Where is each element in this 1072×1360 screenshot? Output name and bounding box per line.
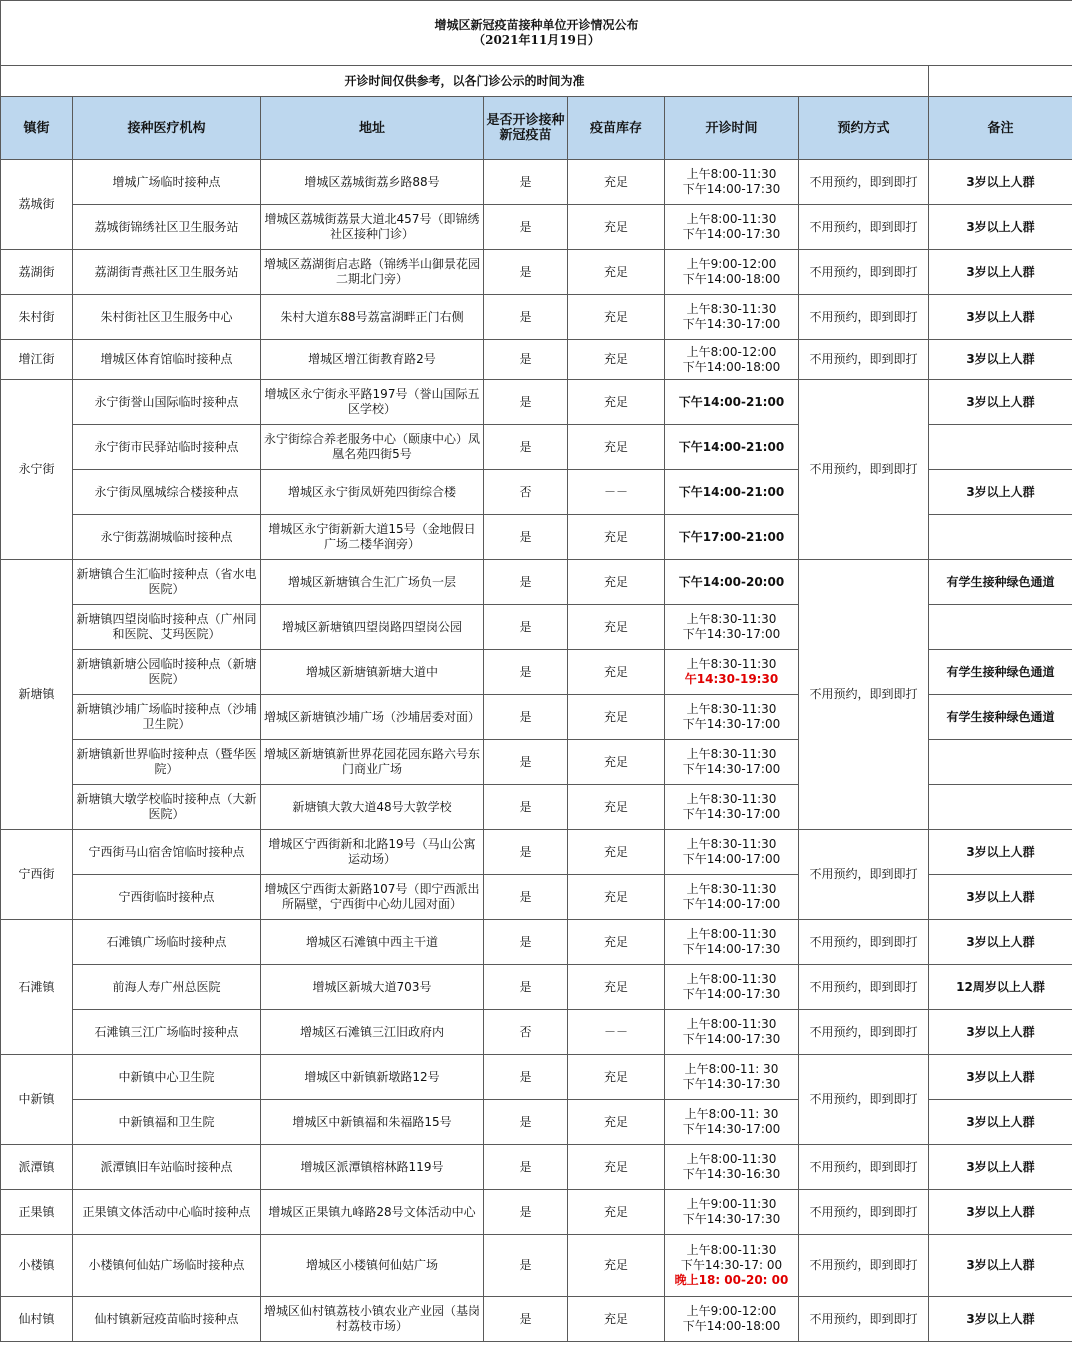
open-cell: 是 (484, 425, 568, 470)
remark-cell: 3岁以上人群 (929, 830, 1072, 875)
institution-cell: 增城广场临时接种点 (73, 160, 261, 205)
institution-cell: 永宁街凤凰城综合楼接种点 (73, 470, 261, 515)
hours-cell: 上午8:00-12:00 下午14:00-18:00 (665, 340, 799, 380)
stock-cell: 充足 (568, 695, 665, 740)
table-row (1, 1235, 1072, 1297)
hours-cell: 上午8:00-11:30 下午14:00-17:30 (665, 920, 799, 965)
institution-cell: 宁西街临时接种点 (73, 875, 261, 920)
notice-text: 开诊时间仅供参考，以各门诊公示的时间为准 (1, 66, 929, 97)
stock-cell: 充足 (568, 160, 665, 205)
stock-cell: 充足 (568, 1190, 665, 1235)
institution-cell: 前海人寿广州总医院 (73, 965, 261, 1010)
remark-cell (929, 425, 1072, 470)
page-title (1, 1, 1072, 66)
remark-cell: 3岁以上人群 (929, 1297, 1072, 1342)
booking-cell: 不用预约，即到即打 (799, 1055, 929, 1145)
remark-cell (929, 740, 1072, 785)
booking-cell: 不用预约，即到即打 (799, 560, 929, 830)
stock-cell: 充足 (568, 425, 665, 470)
remark-cell: 3岁以上人群 (929, 1100, 1072, 1145)
stock-cell: 充足 (568, 380, 665, 425)
hours-cell: 下午14:00-21:00 (665, 425, 799, 470)
institution-cell: 新塘镇合生汇临时接种点（省水电医院） (73, 560, 261, 605)
address-cell: 朱村大道东88号荔富湖畔正门右侧 (261, 295, 484, 340)
header-open: 是否开诊接种新冠疫苗 (484, 97, 568, 160)
remark-cell: 3岁以上人群 (929, 340, 1072, 380)
open-cell: 是 (484, 295, 568, 340)
booking-cell: 不用预约，即到即打 (799, 1297, 929, 1342)
town-cell: 永宁街 (1, 380, 73, 560)
remark-cell: 3岁以上人群 (929, 160, 1072, 205)
table-row (1, 560, 1072, 605)
stock-cell: －－ (568, 1010, 665, 1055)
institution-cell: 石滩镇三江广场临时接种点 (73, 1010, 261, 1055)
header-hours: 开诊时间 (665, 97, 799, 160)
address-cell: 增城区增江街教育路2号 (261, 340, 484, 380)
table-row (1, 1055, 1072, 1100)
open-cell: 是 (484, 340, 568, 380)
stock-cell: 充足 (568, 250, 665, 295)
open-cell: 是 (484, 160, 568, 205)
open-cell: 是 (484, 695, 568, 740)
institution-cell: 中新镇福和卫生院 (73, 1100, 261, 1145)
remark-cell: 12周岁以上人群 (929, 965, 1072, 1010)
institution-cell: 永宁街荔湖城临时接种点 (73, 515, 261, 560)
institution-cell: 新塘镇大墩学校临时接种点（大新医院） (73, 785, 261, 830)
address-cell: 增城区新塘镇合生汇广场负一层 (261, 560, 484, 605)
address-cell: 增城区荔城街荔景大道北457号（即锦绣社区接种门诊） (261, 205, 484, 250)
booking-cell: 不用预约，即到即打 (799, 1145, 929, 1190)
stock-cell: 充足 (568, 205, 665, 250)
stock-cell: 充足 (568, 920, 665, 965)
stock-cell: 充足 (568, 785, 665, 830)
open-cell: 是 (484, 1190, 568, 1235)
hours-cell: 上午8:30-11:30 下午14:30-17:00 (665, 785, 799, 830)
institution-cell: 永宁街誉山国际临时接种点 (73, 380, 261, 425)
open-cell: 是 (484, 785, 568, 830)
town-cell: 增江街 (1, 340, 73, 380)
table-row (1, 205, 1072, 250)
hours-cell: 上午9:00-12:00 下午14:00-18:00 (665, 1297, 799, 1342)
booking-cell: 不用预约，即到即打 (799, 1235, 929, 1297)
remark-cell: 有学生接种绿色通道 (929, 560, 1072, 605)
stock-cell: 充足 (568, 1297, 665, 1342)
institution-cell: 仙村镇新冠疫苗临时接种点 (73, 1297, 261, 1342)
hours-cell: 上午8:30-11:30 下午14:30-17:00 (665, 605, 799, 650)
address-cell: 增城区新塘镇新世界花园花园东路六号东门商业广场 (261, 740, 484, 785)
hours-cell: 上午8:30-11:30 下午14:30-17:00 (665, 740, 799, 785)
open-cell: 是 (484, 920, 568, 965)
town-cell: 荔城街 (1, 160, 73, 250)
open-cell: 是 (484, 1055, 568, 1100)
header-remark: 备注 (929, 97, 1072, 160)
table-row (1, 160, 1072, 205)
table-row (1, 1010, 1072, 1055)
remark-cell: 3岁以上人群 (929, 250, 1072, 295)
stock-cell: 充足 (568, 340, 665, 380)
stock-cell: 充足 (568, 740, 665, 785)
booking-cell: 不用预约，即到即打 (799, 250, 929, 295)
booking-cell: 不用预约，即到即打 (799, 380, 929, 560)
hours-cell: 上午8:00-11:30 下午14:00-17:30 (665, 160, 799, 205)
institution-cell: 新塘镇新世界临时接种点（暨华医院） (73, 740, 261, 785)
town-cell: 荔湖街 (1, 250, 73, 295)
header-row (1, 97, 1072, 160)
booking-cell: 不用预约，即到即打 (799, 830, 929, 920)
open-cell: 是 (484, 1235, 568, 1297)
booking-cell: 不用预约，即到即打 (799, 965, 929, 1010)
open-cell: 是 (484, 1100, 568, 1145)
address-cell: 增城区新塘镇四望岗路四望岗公园 (261, 605, 484, 650)
remark-cell: 3岁以上人群 (929, 875, 1072, 920)
table-row (1, 1145, 1072, 1190)
stock-cell: 充足 (568, 965, 665, 1010)
booking-cell: 不用预约，即到即打 (799, 340, 929, 380)
open-cell: 是 (484, 605, 568, 650)
address-cell: 新塘镇大敦大道48号大敦学校 (261, 785, 484, 830)
table-row (1, 340, 1072, 380)
address-cell: 增城区中新镇福和朱福路15号 (261, 1100, 484, 1145)
stock-cell: －－ (568, 470, 665, 515)
stock-cell: 充足 (568, 1145, 665, 1190)
stock-cell: 充足 (568, 650, 665, 695)
address-cell: 增城区永宁街新新大道15号（金地假日广场二楼华润旁） (261, 515, 484, 560)
table-row (1, 1297, 1072, 1342)
address-cell: 增城区宁西街太新路107号（即宁西派出所隔壁，宁西街中心幼儿园对面） (261, 875, 484, 920)
header-stock: 疫苗库存 (568, 97, 665, 160)
hours-cell: 上午8:30-11:30 下午14:30-17:00 (665, 295, 799, 340)
remark-cell: 3岁以上人群 (929, 1055, 1072, 1100)
open-cell: 是 (484, 740, 568, 785)
institution-cell: 正果镇文体活动中心临时接种点 (73, 1190, 261, 1235)
hours-cell: 上午9:00-12:00 下午14:00-18:00 (665, 250, 799, 295)
remark-cell: 3岁以上人群 (929, 295, 1072, 340)
booking-cell: 不用预约，即到即打 (799, 295, 929, 340)
header-town: 镇街 (1, 97, 73, 160)
institution-cell: 中新镇中心卫生院 (73, 1055, 261, 1100)
open-cell: 是 (484, 875, 568, 920)
stock-cell: 充足 (568, 830, 665, 875)
stock-cell: 充足 (568, 295, 665, 340)
title-line-2: （2021年11月19日） (473, 33, 600, 47)
institution-cell: 荔湖街青燕社区卫生服务站 (73, 250, 261, 295)
header-booking: 预约方式 (799, 97, 929, 160)
stock-cell: 充足 (568, 1055, 665, 1100)
open-cell: 是 (484, 380, 568, 425)
table-row (1, 250, 1072, 295)
remark-cell: 3岁以上人群 (929, 470, 1072, 515)
remark-cell: 3岁以上人群 (929, 1235, 1072, 1297)
address-cell: 增城区新城大道703号 (261, 965, 484, 1010)
institution-cell: 新塘镇沙埔广场临时接种点（沙埔卫生院） (73, 695, 261, 740)
address-cell: 增城区中新镇新墩路12号 (261, 1055, 484, 1100)
hours-cell: 上午9:00-11:30 下午14:30-17:30 (665, 1190, 799, 1235)
remark-cell: 3岁以上人群 (929, 380, 1072, 425)
stock-cell: 充足 (568, 605, 665, 650)
town-cell: 朱村街 (1, 295, 73, 340)
address-cell: 永宁街综合养老服务中心（颐康中心）凤凰名苑四街5号 (261, 425, 484, 470)
notice-blank-cell (929, 66, 1072, 97)
town-cell: 中新镇 (1, 1055, 73, 1145)
address-cell: 增城区宁西街新和北路19号（马山公寓运动场） (261, 830, 484, 875)
town-cell: 仙村镇 (1, 1297, 73, 1342)
institution-cell: 派潭镇旧车站临时接种点 (73, 1145, 261, 1190)
stock-cell: 充足 (568, 560, 665, 605)
hours-cell: 上午8:30-11:30 下午14:00-17:00 (665, 830, 799, 875)
remark-cell: 有学生接种绿色通道 (929, 650, 1072, 695)
remark-cell: 3岁以上人群 (929, 1145, 1072, 1190)
address-cell: 增城区永宁街永平路197号（誉山国际五区学校） (261, 380, 484, 425)
table-row (1, 380, 1072, 425)
stock-cell: 充足 (568, 515, 665, 560)
institution-cell: 朱村街社区卫生服务中心 (73, 295, 261, 340)
open-cell: 是 (484, 515, 568, 560)
address-cell: 增城区新塘镇沙埔广场（沙埔居委对面） (261, 695, 484, 740)
address-cell: 增城区小楼镇何仙姑广场 (261, 1235, 484, 1297)
remark-cell: 有学生接种绿色通道 (929, 695, 1072, 740)
institution-cell: 新塘镇新塘公园临时接种点（新塘医院） (73, 650, 261, 695)
hours-cell: 上午8:00-11:30 下午14:30-16:30 (665, 1145, 799, 1190)
hours-cell: 上午8:00-11: 30 下午14:30-17:00 (665, 1100, 799, 1145)
open-cell: 是 (484, 965, 568, 1010)
town-cell: 宁西街 (1, 830, 73, 920)
header-address: 地址 (261, 97, 484, 160)
institution-cell: 宁西街马山宿舍馆临时接种点 (73, 830, 261, 875)
hours-cell: 下午17:00-21:00 (665, 515, 799, 560)
town-cell: 小楼镇 (1, 1235, 73, 1297)
town-cell: 派潭镇 (1, 1145, 73, 1190)
open-cell: 是 (484, 250, 568, 295)
address-cell: 增城区仙村镇荔枝小镇农业产业园（基岗村荔枝市场） (261, 1297, 484, 1342)
open-cell: 是 (484, 650, 568, 695)
open-cell: 否 (484, 1010, 568, 1055)
address-cell: 增城区新塘镇新塘大道中 (261, 650, 484, 695)
address-cell: 增城区正果镇九峰路28号文体活动中心 (261, 1190, 484, 1235)
address-cell: 增城区荔湖街启志路（锦绣半山御景花园二期北门旁） (261, 250, 484, 295)
hours-cell: 上午8:00-11:30 下午14:00-17:30 (665, 1010, 799, 1055)
open-cell: 否 (484, 470, 568, 515)
town-cell: 石滩镇 (1, 920, 73, 1055)
institution-cell: 荔城街锦绣社区卫生服务站 (73, 205, 261, 250)
town-cell: 新塘镇 (1, 560, 73, 830)
hours-cell: 上午8:30-11:30 下午14:00-17:00 (665, 875, 799, 920)
stock-cell: 充足 (568, 875, 665, 920)
institution-cell: 新塘镇四望岗临时接种点（广州同和医院、艾玛医院） (73, 605, 261, 650)
remark-cell: 3岁以上人群 (929, 205, 1072, 250)
hours-cell: 下午14:00-21:00 (665, 470, 799, 515)
institution-cell: 小楼镇何仙姑广场临时接种点 (73, 1235, 261, 1297)
remark-cell: 3岁以上人群 (929, 920, 1072, 965)
table-row (1, 920, 1072, 965)
table-row (1, 965, 1072, 1010)
institution-cell: 永宁街市民驿站临时接种点 (73, 425, 261, 470)
hours-cell: 上午8:30-11:30 下午14:30-17:00 (665, 695, 799, 740)
open-cell: 是 (484, 830, 568, 875)
address-cell: 增城区荔城街荔乡路88号 (261, 160, 484, 205)
institution-cell: 石滩镇广场临时接种点 (73, 920, 261, 965)
remark-cell: 3岁以上人群 (929, 1010, 1072, 1055)
open-cell: 是 (484, 560, 568, 605)
hours-cell: 上午8:30-11:30 午14:30-19:30 (665, 650, 799, 695)
town-cell: 正果镇 (1, 1190, 73, 1235)
booking-cell: 不用预约，即到即打 (799, 920, 929, 965)
hours-cell: 下午14:00-20:00 (665, 560, 799, 605)
address-cell: 增城区石滩镇三江旧政府内 (261, 1010, 484, 1055)
address-cell: 增城区永宁街凤妍苑四街综合楼 (261, 470, 484, 515)
stock-cell: 充足 (568, 1235, 665, 1297)
open-cell: 是 (484, 1297, 568, 1342)
remark-cell (929, 605, 1072, 650)
table-row (1, 1190, 1072, 1235)
booking-cell: 不用预约，即到即打 (799, 1010, 929, 1055)
institution-cell: 增城区体育馆临时接种点 (73, 340, 261, 380)
header-institution: 接种医疗机构 (73, 97, 261, 160)
remark-cell: 3岁以上人群 (929, 1190, 1072, 1235)
table-row (1, 830, 1072, 875)
hours-cell: 下午14:00-21:00 (665, 380, 799, 425)
hours-cell: 上午8:00-11:30 下午14:00-17:30 (665, 205, 799, 250)
stock-cell: 充足 (568, 1100, 665, 1145)
hours-cell: 上午8:00-11: 30 下午14:30-17:30 (665, 1055, 799, 1100)
hours-cell: 上午8:00-11:30 下午14:30-17: 00 晚上18: 00-20: 00 (665, 1235, 799, 1297)
title-line-1: 增城区新冠疫苗接种单位开诊情况公布 (434, 18, 639, 32)
remark-cell (929, 515, 1072, 560)
booking-cell: 不用预约，即到即打 (799, 160, 929, 205)
open-cell: 是 (484, 1145, 568, 1190)
booking-cell: 不用预约，即到即打 (799, 205, 929, 250)
hours-cell: 上午8:00-11:30 下午14:00-17:30 (665, 965, 799, 1010)
open-cell: 是 (484, 205, 568, 250)
address-cell: 增城区派潭镇榕林路119号 (261, 1145, 484, 1190)
address-cell: 增城区石滩镇中西主干道 (261, 920, 484, 965)
booking-cell: 不用预约，即到即打 (799, 1190, 929, 1235)
table-row (1, 295, 1072, 340)
remark-cell (929, 785, 1072, 830)
